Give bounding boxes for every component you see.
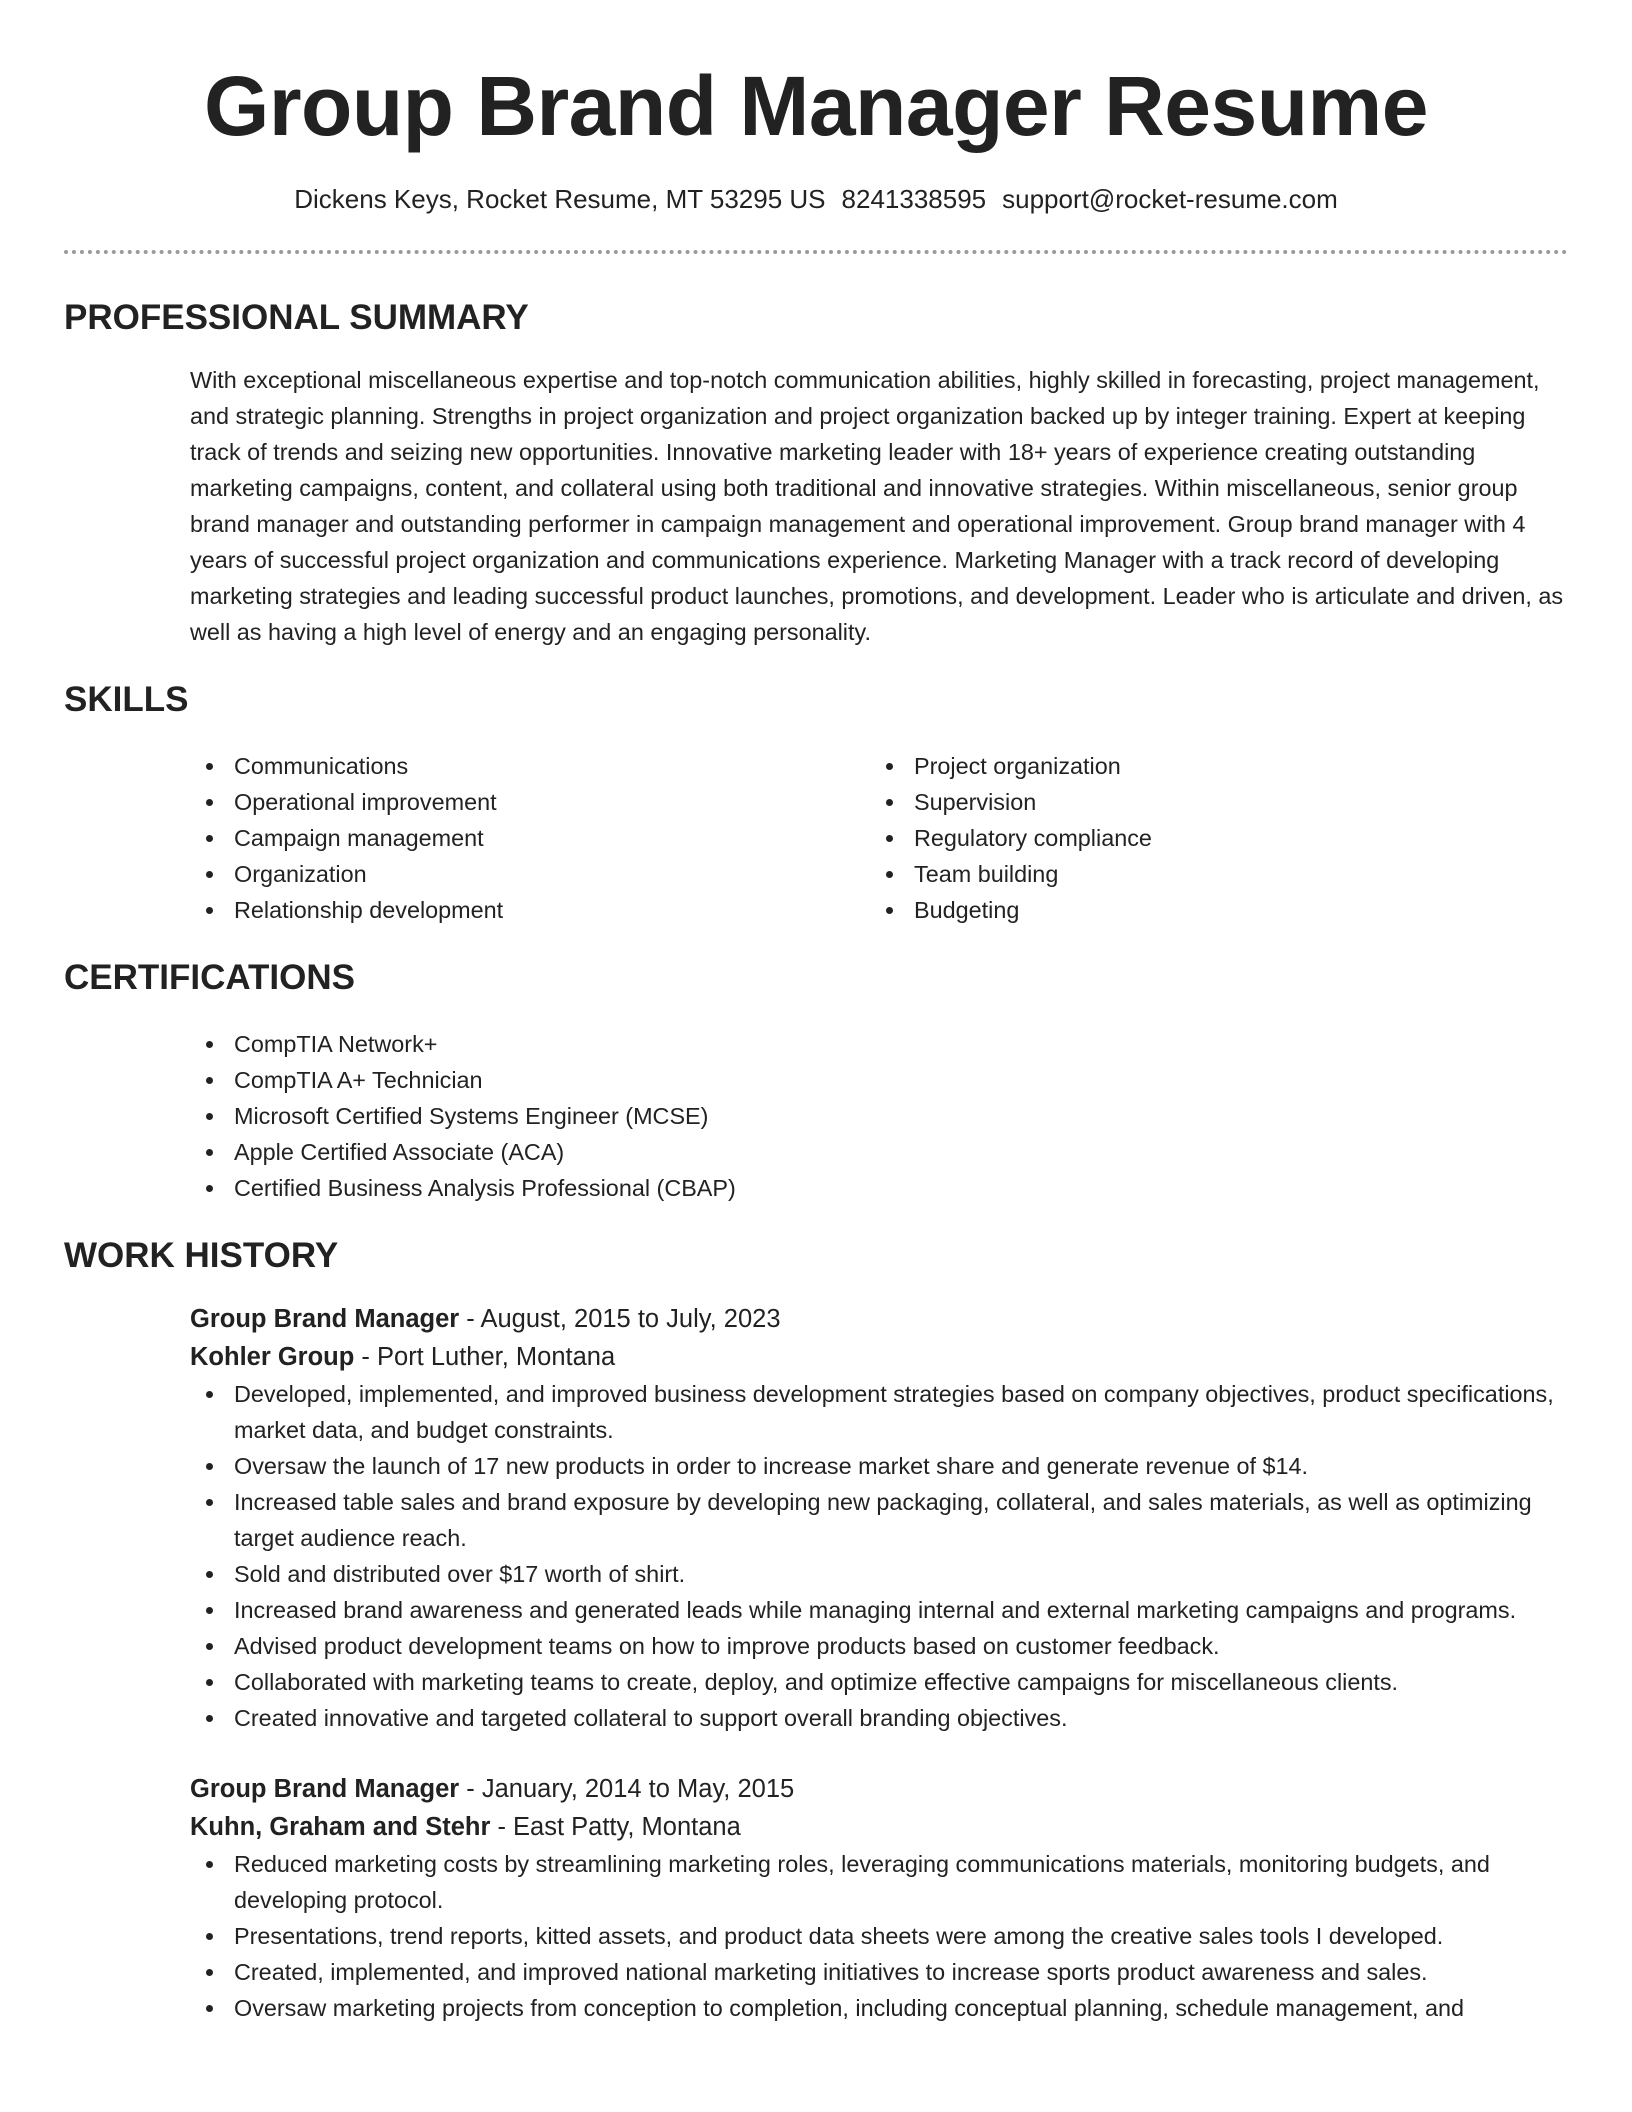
job-bullet: Increased brand awareness and generated leads while managing internal and external marketing campaigns and programs. bbox=[190, 1592, 1568, 1628]
resume-page bbox=[64, 0, 1568, 2026]
bullet-icon bbox=[206, 907, 213, 914]
job-entry bbox=[190, 1300, 1568, 1736]
skill-item: Budgeting bbox=[870, 892, 1550, 928]
skill-item: Relationship development bbox=[190, 892, 870, 928]
bullet-icon bbox=[206, 1933, 213, 1940]
bullet-icon bbox=[206, 1499, 213, 1506]
resume-title: Group Brand Manager Resume bbox=[204, 59, 1428, 153]
bullet-icon bbox=[206, 1149, 213, 1156]
job-bullet: Reduced marketing costs by streamlining marketing roles, leveraging communications materials, monitoring budgets, and developing protocol. bbox=[190, 1846, 1568, 1918]
bullet-icon bbox=[886, 835, 893, 842]
bullet-icon bbox=[206, 799, 213, 806]
bullet-icon bbox=[206, 1679, 213, 1686]
certification-item: Apple Certified Associate (ACA) bbox=[190, 1134, 1568, 1170]
job-location: - East Patty, Montana bbox=[490, 1813, 741, 1841]
skill-item: Operational improvement bbox=[190, 784, 870, 820]
job-dates: - January, 2014 to May, 2015 bbox=[459, 1775, 795, 1803]
job-bullet: Created, implemented, and improved national marketing initiatives to increase sports product awareness and sales. bbox=[190, 1954, 1568, 1990]
certifications-list bbox=[190, 1026, 1568, 1206]
job-bullet: Oversaw marketing projects from conception to completion, including conceptual planning, schedule management, and bbox=[190, 1990, 1568, 2026]
certification-item: CompTIA Network+ bbox=[190, 1026, 1568, 1062]
job-bullet: Sold and distributed over $17 worth of shirt. bbox=[190, 1556, 1568, 1592]
skill-item: Campaign management bbox=[190, 820, 870, 856]
skills-heading: SKILLS bbox=[64, 680, 189, 719]
skill-item: Supervision bbox=[870, 784, 1550, 820]
certifications-heading: CERTIFICATIONS bbox=[64, 958, 356, 997]
job-company: Kohler Group bbox=[190, 1343, 355, 1371]
work-history-heading: WORK HISTORY bbox=[64, 1236, 339, 1275]
job-bullet: Advised product development teams on how to improve products based on customer feedback. bbox=[190, 1628, 1568, 1664]
skill-item: Project organization bbox=[870, 748, 1550, 784]
bullet-icon bbox=[886, 763, 893, 770]
job-title-line bbox=[190, 1770, 1568, 1808]
bullet-icon bbox=[206, 1571, 213, 1578]
contact-line bbox=[64, 182, 1568, 216]
certification-item: Certified Business Analysis Professional (CBAP) bbox=[190, 1170, 1568, 1206]
job-bullets bbox=[190, 1376, 1568, 1736]
job-bullet: Collaborated with marketing teams to create, deploy, and optimize effective campaigns for miscellaneous clients. bbox=[190, 1664, 1568, 1700]
job-entry bbox=[190, 1770, 1568, 2026]
summary-text: With exceptional miscellaneous expertise and top-notch communication abilities, highly skilled in forecasting, project management, and strategic planning. Strengths in project organization and project organization backed up by integer training. Expert at keeping track of trends and seizing new opportunities. Innovative marketing leader with 18+ years of experience creating outstanding marketing campaigns, content, and collateral using both traditional and innovative strategies. Within miscellaneous, senior group brand manager and outstanding performer in campaign management and operational improvement. Group brand manager with 4 years of successful project organization and communications experience. Marketing Manager with a track record of developing marketing strategies and leading successful product launches, promotions, and development. Leader who is articulate and driven, as well as having a high level of energy and an engaging personality. bbox=[190, 367, 1564, 645]
bullet-icon bbox=[206, 1185, 213, 1192]
job-bullets bbox=[190, 1846, 1568, 2026]
bullet-icon bbox=[206, 2005, 213, 2012]
bullet-icon bbox=[206, 1113, 213, 1120]
header-divider bbox=[64, 250, 1568, 254]
certification-item: Microsoft Certified Systems Engineer (MCSE) bbox=[190, 1098, 1568, 1134]
job-bullet: Developed, implemented, and improved business development strategies based on company objectives, product specifications, market data, and budget constraints. bbox=[190, 1376, 1568, 1448]
bullet-icon bbox=[206, 1463, 213, 1470]
job-bullet: Oversaw the launch of 17 new products in order to increase market share and generate revenue of $14. bbox=[190, 1448, 1568, 1484]
job-company-line bbox=[190, 1808, 1568, 1846]
job-bullet: Presentations, trend reports, kitted assets, and product data sheets were among the creative sales tools I developed. bbox=[190, 1918, 1568, 1954]
contact-phone: 8241338595 bbox=[841, 184, 987, 214]
bullet-icon bbox=[206, 1643, 213, 1650]
skill-item: Communications bbox=[190, 748, 870, 784]
bullet-icon bbox=[886, 799, 893, 806]
skills-column-right bbox=[870, 748, 1550, 928]
job-bullet: Increased table sales and brand exposure by developing new packaging, collateral, and sales materials, as well as optimizing target audience reach. bbox=[190, 1484, 1568, 1556]
job-bullet: Created innovative and targeted collateral to support overall branding objectives. bbox=[190, 1700, 1568, 1736]
bullet-icon bbox=[206, 1077, 213, 1084]
bullet-icon bbox=[206, 1391, 213, 1398]
skill-item: Team building bbox=[870, 856, 1550, 892]
bullet-icon bbox=[206, 835, 213, 842]
contact-address: Dickens Keys, Rocket Resume, MT 53295 US bbox=[294, 184, 826, 214]
bullet-icon bbox=[206, 763, 213, 770]
skills-grid bbox=[190, 748, 1568, 928]
certification-item: CompTIA A+ Technician bbox=[190, 1062, 1568, 1098]
bullet-icon bbox=[206, 1607, 213, 1614]
bullet-icon bbox=[886, 871, 893, 878]
job-company-line bbox=[190, 1338, 1568, 1376]
job-location: - Port Luther, Montana bbox=[354, 1343, 616, 1371]
bullet-icon bbox=[206, 871, 213, 878]
job-company: Kuhn, Graham and Stehr bbox=[190, 1813, 491, 1841]
skills-column-left bbox=[190, 748, 870, 928]
skill-item: Organization bbox=[190, 856, 870, 892]
summary-heading: PROFESSIONAL SUMMARY bbox=[64, 298, 529, 337]
bullet-icon bbox=[206, 1041, 213, 1048]
bullet-icon bbox=[206, 1861, 213, 1868]
job-dates: - August, 2015 to July, 2023 bbox=[459, 1305, 781, 1333]
bullet-icon bbox=[206, 1715, 213, 1722]
bullet-icon bbox=[206, 1969, 213, 1976]
bullet-icon bbox=[886, 907, 893, 914]
contact-email: support@rocket-resume.com bbox=[1002, 184, 1338, 214]
job-title: Group Brand Manager bbox=[190, 1775, 460, 1803]
job-title-line bbox=[190, 1300, 1568, 1338]
skill-item: Regulatory compliance bbox=[870, 820, 1550, 856]
job-title: Group Brand Manager bbox=[190, 1305, 460, 1333]
